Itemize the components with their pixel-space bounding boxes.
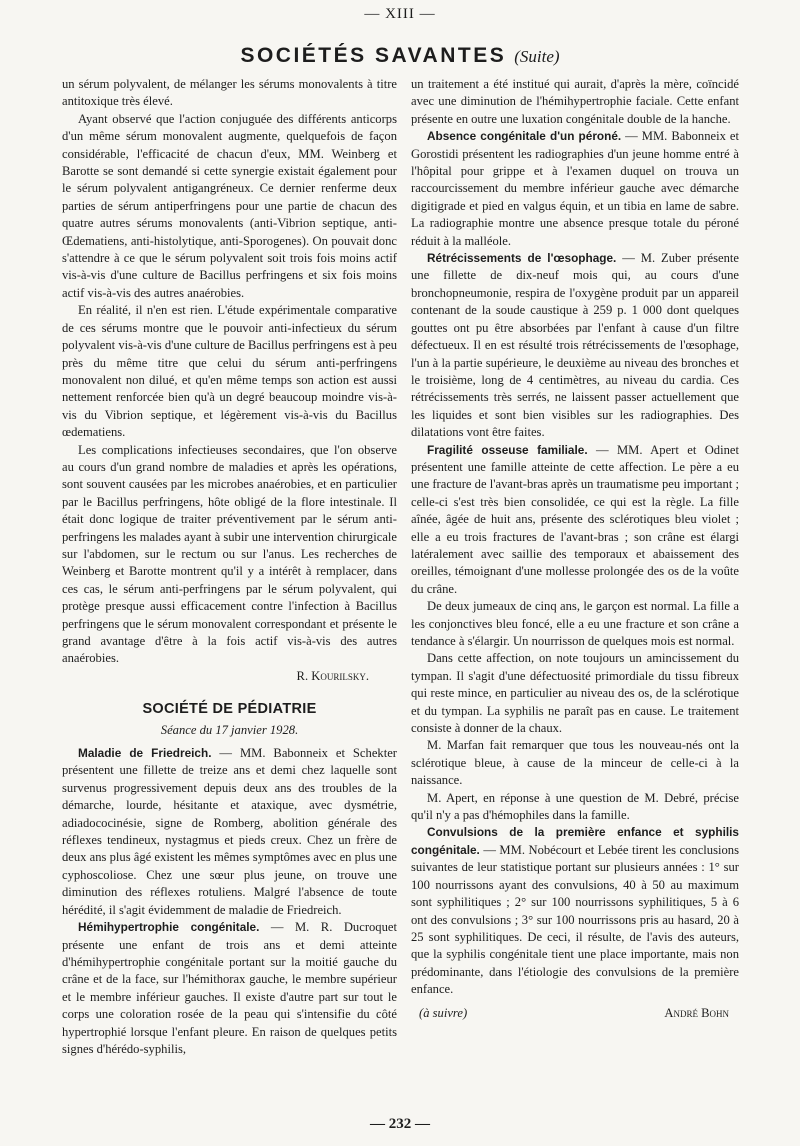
article-body: — MM. Babonneix et Schekter présentent une fillette de treize ans et demi chez laquelle sont survenus progressivement depuis deux ans des troubles de la démarche, lourde, hésitante et ataxique, avec dysmétrie, adiadococinésie, signe de Romberg, abolition générale des réflexes tendineux, nystagmus et pieds creux. Chez un frère de deux ans plus âgé existent les mêmes symptômes avec en plus une cyphoscoliose. Chez une sœur plus jeune, on trouve une diminution des réflexes rotuliens. Malgré l'absence de toute hérédité, il s'agit évidemment de maladie de Friedreich. <box>62 746 397 917</box>
article-heading: Hémihypertrophie congénitale. <box>78 920 260 935</box>
article-body: — M. R. Ducroquet présente une enfant de trois ans et demi atteinte d'hémihypertrophie congénitale portant sur la moitié gauche du crâne et de la face, sur l'hémithorax gauche, le membre supérieur et le membre inférieur gauches. Il existe d'autre part sur tout le corps une coloration rosée de la peau qui s'intensifie du côté hypertrophié lorsque l'enfant pleure. En raison de quelques petits signes d'hérédo-syphilis, <box>62 920 397 1056</box>
paragraph: En réalité, il n'en est rien. L'étude expérimentale comparative de ces sérums montre que le pouvoir anti-infectieux du sérum polyvalent vis-à-vis d'une culture de Bacillus perfringens est à peu près du même titre que celui du sérum anti-perfringens monovalent non dilué, et qu'en même temps son action est aussi nettement renforcée bien qu'à un degré beaucoup moindre vis-à-vis du Vibrion septique, et légèrement vis-à-vis du Bacillus œdematiens. <box>62 303 397 440</box>
article-convulsions <box>411 824 739 998</box>
left-column <box>62 76 397 1058</box>
article-heading: Maladie de Friedreich. <box>78 746 212 761</box>
right-column <box>411 76 739 1022</box>
paragraph: Dans cette affection, on note toujours un amincissement du tympan. Il s'agit d'une défectuosité primordiale du tissu fibreux qui reste mince, en particulier au niveau des os, de la sclérotique et du tympan. La syphilis ne paraît pas en cause. Le traitement consiste à donner de la chaux. <box>411 651 739 736</box>
article-body: — M. Zuber présente une fillette de dix-neuf mois qui, au cours d'une bronchopneumonie, respira de l'oxygène produit par un appareil contenant de la soude caustique à 259 p. 1 000 dont quelques gouttes ont pu être absorbées par l'enfant à cause d'un filtre défectueux. Il en est résulté trois rétrécissements de l'œsophage, l'un à la partie supérieure, le deuxième au niveau des bronches et le troisième, long de 4 centimètres, au niveau du cardia. Ces rétrécissements très serrés, ne laissent passer actuellement que les liquides et sont bien visibles sur les radiographies. Des dilatations vont être faites. <box>411 251 739 440</box>
paragraph: un traitement a été institué qui aurait, d'après la mère, coïncidé avec une diminution de l'hémihypertrophie faciale. Cette enfant présente en outre une luxation congénitale double de la hanche. <box>411 77 739 126</box>
article-fragilite <box>411 442 739 599</box>
paragraph: un sérum polyvalent, de mélanger les sérums monovalents à titre antitoxique très élevé. <box>62 77 397 109</box>
title-suffix: (Suite) <box>514 47 560 66</box>
article-friedreich <box>62 745 397 919</box>
article-body: — MM. Apert et Odinet présentent une famille atteinte de cette affection. Le père a eu une fracture de l'avant-bras après un traumatisme peu important ; celle-ci s'est très bien consolidée, ce qui est la règle. La fille aînée, âgée de huit ans, présente des sclérotiques bleu violet ; elle a eu trois fractures de l'avant-bras ; son crâne est élargi latéralement avec saillie des temporaux et abaissement des oreilles, témoignant d'une mollesse prolongée des os de la voûte du crâne. <box>411 442 739 596</box>
article-heading: Absence congénitale d'un péroné. <box>427 129 622 144</box>
paragraph: M. Marfan fait remarquer que tous les nouveau-nés ont la sclérotique bleue, à cause de la minceur de celle-ci à la naissance. <box>411 738 739 788</box>
paragraph: M. Apert, en réponse à une question de M. Debré, précise qu'il n'y a pas d'hémophiles dans la famille. <box>411 790 739 823</box>
roman-page-number: — XIII — <box>364 6 436 22</box>
title-main: SOCIÉTÉS SAVANTES <box>240 44 507 67</box>
page-number: — 232 — <box>370 1116 430 1132</box>
footer-row <box>411 1005 739 1022</box>
paragraph: Les complications infectieuses secondaires, que l'on observe au cours d'un grand nombre de maladies et après les opérations, sont souvent causées par les microbes anaérobies, et en particulier par le Bacillus perfringens, hôte obligé de la flore intestinale. Il était donc logique de traiter préventivement par le sérum anti-perfringens les malades ayant à subir une intervention chirurgicale sur l'abdomen, sur le rectum ou sur l'anus. Les recherches de Weinberg et Barotte montrent qu'il y a intérêt à remplacer, dans ces cas, le sérum anti-perfringens par le sérum polyvalent, qui protège presque aussi efficacement contre l'infection à Bacillus perfringens que le sérum monovalent correspondant et présente le grand avantage d'être à la fois actif vis-à-vis des autres anaérobies. <box>62 442 397 666</box>
article-heading: Rétrécissements de l'œsophage. <box>427 251 617 266</box>
article-heading: Fragilité osseuse familiale. <box>427 442 588 457</box>
article-hemihypertrophie <box>62 919 397 1058</box>
article-perone <box>411 128 739 250</box>
article-body: — MM. Babonneix et Gorostidi présentent les radiographies d'un jeune homme entré à l'hôpital pour grippe et à l'examen duquel on trouva un raccourcissement du membre inférieur gauche avec démarche digitigrade et pied en valgus équin, et un tibia en lame de sabre. La radiographie montre une absence presque totale du péroné réduit à la malléole. <box>411 129 739 248</box>
paragraph: Ayant observé que l'action conjuguée des différents anticorps d'un même sérum monovalent augmente, quelquefois de façon considérable, l'efficacité de chacun d'eux, MM. Weinberg et Barotte se sont demandé si cette synergie existait également pour le sérum polyvalent antigangréneux. Ce dernier renferme deux parties de sérum antiperfringens pour une partie de chacun des quatre autres sérums monovalents (anti-Vibrion septique, anti-Œdematiens, anti-histolytique, anti-Sporogenes). On pouvait donc s'attendre à ce que le sérum polyvalent soit trois fois moins actif vis-à-vis d'une culture de Bacillus perfringens et six fois moins actif vis-à-vis des autres anaérobies. <box>62 111 397 300</box>
article-oesophage <box>411 250 739 441</box>
signature: R. Kourilsky. <box>296 668 369 683</box>
article-heading: Convulsions de la première enfance et syphilis congénitale. <box>411 825 739 857</box>
seance-date: Séance du 17 janvier 1928. <box>160 722 299 737</box>
article-body: — MM. Nobécourt et Lebée tirent les conclusions suivantes de leur statistique portant sur plusieurs années : 1° sur 100 nourrissons ayant des convulsions, 40 à 50 au maximum sont syphilitiques ; 2° sur 100 nourrissons syphilitiques, 5 à 6 ont des convulsions ; 3° sur 100 nourrissons pris au hasard, 20 à 25 sont syphilitiques. De ceci, il résulte, de l'avis des auteurs, que la syphilis congénitale tient une place importante, mais non prédominante, dans l'étiologie des convulsions de la première enfance. <box>411 842 739 997</box>
to-be-continued: (à suivre) <box>419 1005 468 1020</box>
paragraph: De deux jumeaux de cinq ans, le garçon est normal. La fille a les conjonctives bleu foncé, elle a eu une fracture et son crâne a tendance à s'élargir. Un nourrisson de quelques mois est normal. <box>411 599 739 648</box>
page-title <box>0 44 800 68</box>
author-signature: André Bohn <box>664 1005 729 1020</box>
section-title: SOCIÉTÉ DE PÉDIATRIE <box>142 701 317 718</box>
